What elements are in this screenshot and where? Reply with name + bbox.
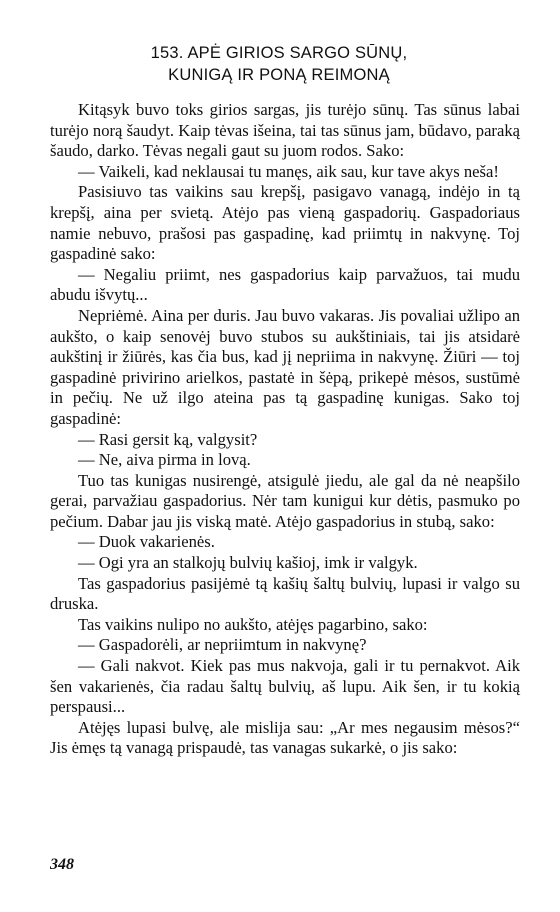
paragraph: Atėjęs lupasi bulvę, ale mislija sau: „Ar mes negausim mėsos?“ Jis ėmęs tą vanagą prispaudė, tas vanagas sukarkė, o jis sako: (50, 717, 520, 758)
dialogue-line: — Ne, aiva pirma in lovą. (78, 450, 251, 470)
dialogue-line: — Gali nakvot. Kiek pas mus nakvoja, gali ir tu pernakvot. Aik šen vakarienės, čia radau šaltų bulvių, aš lupu. Aik šen, ir tu kokią perspausi... (50, 656, 520, 717)
paragraph: Tuo tas kunigas nusirengė, atsigulė jiedu, ale gal da nė neapšilo gerai, parvažiau gaspadorius. Nėr tam kunigui kur dėtis, pasmuko po pečium. Dabar jau jis viską matė. Atėjo gaspadorius in stubą, sako: (50, 470, 520, 531)
page-number: 348 (50, 856, 74, 873)
dialogue-line: — Gaspadorėli, ar nepriimtum in nakvynę? (78, 635, 367, 655)
dialogue-line: — Rasi gersit ką, valgysit? (78, 429, 258, 449)
paragraph: Tas vaikins nulipo no aukšto, atėjęs pagarbino, sako: (78, 614, 428, 634)
paragraph: Pasisiuvo tas vaikins sau krepšį, pasigavo vanagą, indėjo in tą krepšį, aina per svietą. Atėjo pas vieną gaspadorių. Gaspadoriaus namie nebuvo, prašosi pas gaspadinę, kad priimtų in nakvynę. Toj gaspadinė sako: (50, 182, 520, 264)
paragraph: Kitąsyk buvo toks girios sargas, jis turėjo sūnų. Tas sūnus labai turėjo norą šaudyt. Kaip tėvas išeina, tai tas sūnus jam, būdavo, paraką šaudo, darko. Tėvas negali gaut su juom rodos. Sako: (50, 100, 520, 161)
paragraph: Nepriėmė. Aina per duris. Jau buvo vakaras. Jis povaliai užlipo an aukšto, o kaip senovėj buvo stubos su aukštiniais, tai jis atsidarė aukštinį ir žiūrės, kas čia bus, kad jį nepriima in nakvynę. Žiūri — toj gaspadinė privirino arielkos, pastatė in šėpą, prikepė mėsos, sustūmė in pečių. Ne už ilgo ateina pas tą gaspadinę kunigas. Sako toj gaspadinė: (50, 305, 520, 428)
dialogue-line: — Duok vakarienės. (78, 532, 215, 552)
text-body (50, 100, 520, 759)
paragraph: Tas gaspadorius pasijėmė tą kašių šaltų bulvių, lupasi ir valgo su druska. (50, 573, 520, 614)
dialogue-line: — Vaikeli, kad neklausai tu manęs, aik sau, kur tave akys neša! (78, 161, 499, 181)
dialogue-line: — Ogi yra an stalkojų bulvių kašioj, imk ir valgyk. (78, 553, 418, 573)
title-line-2: KUNIGĄ IR PONĄ REIMONĄ (168, 66, 390, 84)
chapter-title (48, 42, 510, 86)
dialogue-line: — Negaliu priimt, nes gaspadorius kaip parvažuos, tai mudu abudu išvytų... (50, 264, 520, 305)
title-line-1: 153. APĖ GIRIOS SARGO SŪNŲ, (150, 44, 408, 62)
